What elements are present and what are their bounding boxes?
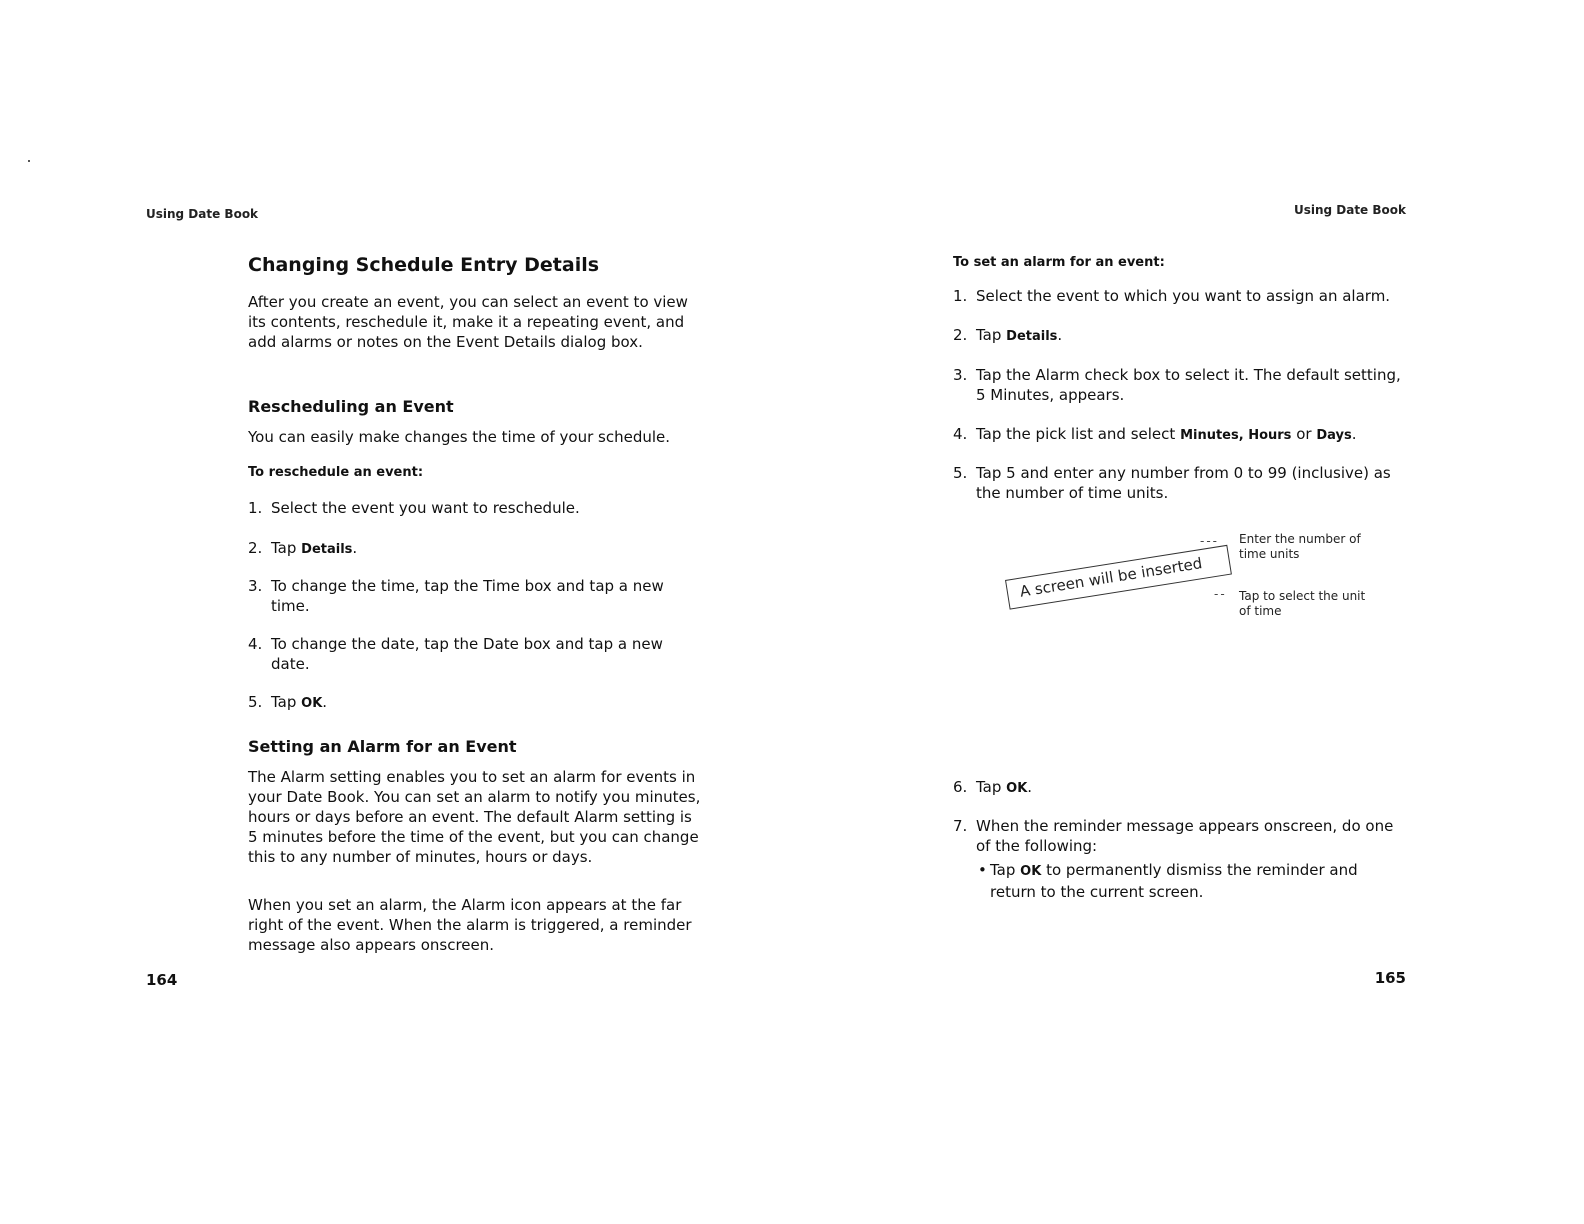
alarm-step [953, 365, 1408, 405]
callout-leader: -- [1214, 587, 1227, 601]
bullet-text: Tap OK to permanently dismiss the reminder and return to the current screen. [990, 861, 1358, 901]
rescheduling-text: You can easily make changes the time of your schedule. [248, 428, 671, 446]
step-text: To change the time, tap the Time box and tap a new time. [271, 577, 664, 615]
step-text: Tap OK. [271, 693, 328, 711]
reschedule-step [248, 576, 688, 616]
units-keyword: Minutes, Hours [1180, 428, 1292, 443]
step-number: 4. [248, 635, 263, 653]
step-text: Select the event to which you want to assign an alarm. [976, 287, 1391, 305]
screenshot-placeholder [1005, 545, 1232, 610]
step-number: 1. [953, 287, 968, 305]
ok-keyword: OK [1006, 781, 1028, 796]
step-text: When the reminder message appears onscreen, do one of the following: [976, 817, 1394, 855]
alarm-paragraph-1: The Alarm setting enables you to set an alarm for events in your Date Book. You can set an alarm to notify you minutes, hours or days before an event. The default Alarm setting is 5 minutes before the time of the event, but you can change this to any number of minutes, hours or days. [248, 768, 701, 866]
step-number: 1. [248, 499, 263, 517]
left-running-header: Using Date Book [146, 207, 259, 221]
alarm-step [953, 325, 1408, 347]
intro-paragraph: After you create an event, you can select an event to view its contents, reschedule it, make it a repeating event, and add alarms or notes on the Event Details dialog box. [248, 293, 688, 351]
reschedule-step [248, 692, 688, 714]
reschedule-step [248, 498, 688, 518]
alarm-step [953, 777, 1408, 799]
details-keyword: Details [1006, 329, 1058, 344]
callout-number-units: Enter the number of time units [1239, 532, 1361, 561]
alarm-step [953, 286, 1408, 306]
callout-unit-of-time: Tap to select the unit of time [1239, 589, 1366, 618]
step-number: 7. [953, 817, 968, 835]
right-page-number: 165 [1374, 969, 1406, 987]
step-number: 3. [248, 577, 263, 595]
step-number: 2. [953, 326, 968, 344]
scan-speck [28, 160, 30, 162]
callout-leader: --- [1200, 534, 1219, 548]
step-number: 5. [953, 464, 968, 482]
reschedule-procedure-label: To reschedule an event: [248, 465, 424, 480]
days-keyword: Days [1316, 428, 1352, 443]
reschedule-step [248, 538, 688, 560]
step-text: Tap 5 and enter any number from 0 to 99 (inclusive) as the number of time units. [976, 464, 1391, 502]
step-text: Select the event you want to reschedule. [271, 499, 580, 517]
rescheduling-heading: Rescheduling an Event [248, 397, 454, 416]
step-text: To change the date, tap the Date box and tap a new date. [271, 635, 663, 673]
alarm-heading: Setting an Alarm for an Event [248, 737, 517, 756]
step-number: 4. [953, 425, 968, 443]
ok-keyword: OK [301, 696, 323, 711]
bullet-item [978, 860, 1398, 902]
step-text: Tap the pick list and select Minutes, Hours or Days. [976, 425, 1357, 443]
step-number: 6. [953, 778, 968, 796]
placeholder-label: A screen will be inserted [1018, 554, 1204, 601]
alarm-paragraph-2: When you set an alarm, the Alarm icon appears at the far right of the event. When the alarm is triggered, a reminder message also appears onscreen. [248, 896, 692, 954]
ok-keyword: OK [1020, 864, 1042, 879]
alarm-procedure-label: To set an alarm for an event: [953, 255, 1165, 270]
right-running-header: Using Date Book [1293, 203, 1406, 217]
step-text: Tap the Alarm check box to select it. The default setting, 5 Minutes, appears. [976, 366, 1401, 404]
alarm-step [953, 816, 1408, 856]
alarm-step [953, 424, 1408, 446]
left-page-number: 164 [146, 971, 178, 989]
details-keyword: Details [301, 542, 353, 557]
alarm-step [953, 463, 1408, 503]
step-text: Tap Details. [271, 539, 358, 557]
step-number: 5. [248, 693, 263, 711]
reschedule-step [248, 634, 688, 674]
step-text: Tap OK. [976, 778, 1033, 796]
step-number: 2. [248, 539, 263, 557]
step-text: Tap Details. [976, 326, 1063, 344]
bullet-dot: • [978, 861, 987, 879]
step-number: 3. [953, 366, 968, 384]
page-title: Changing Schedule Entry Details [248, 254, 600, 276]
